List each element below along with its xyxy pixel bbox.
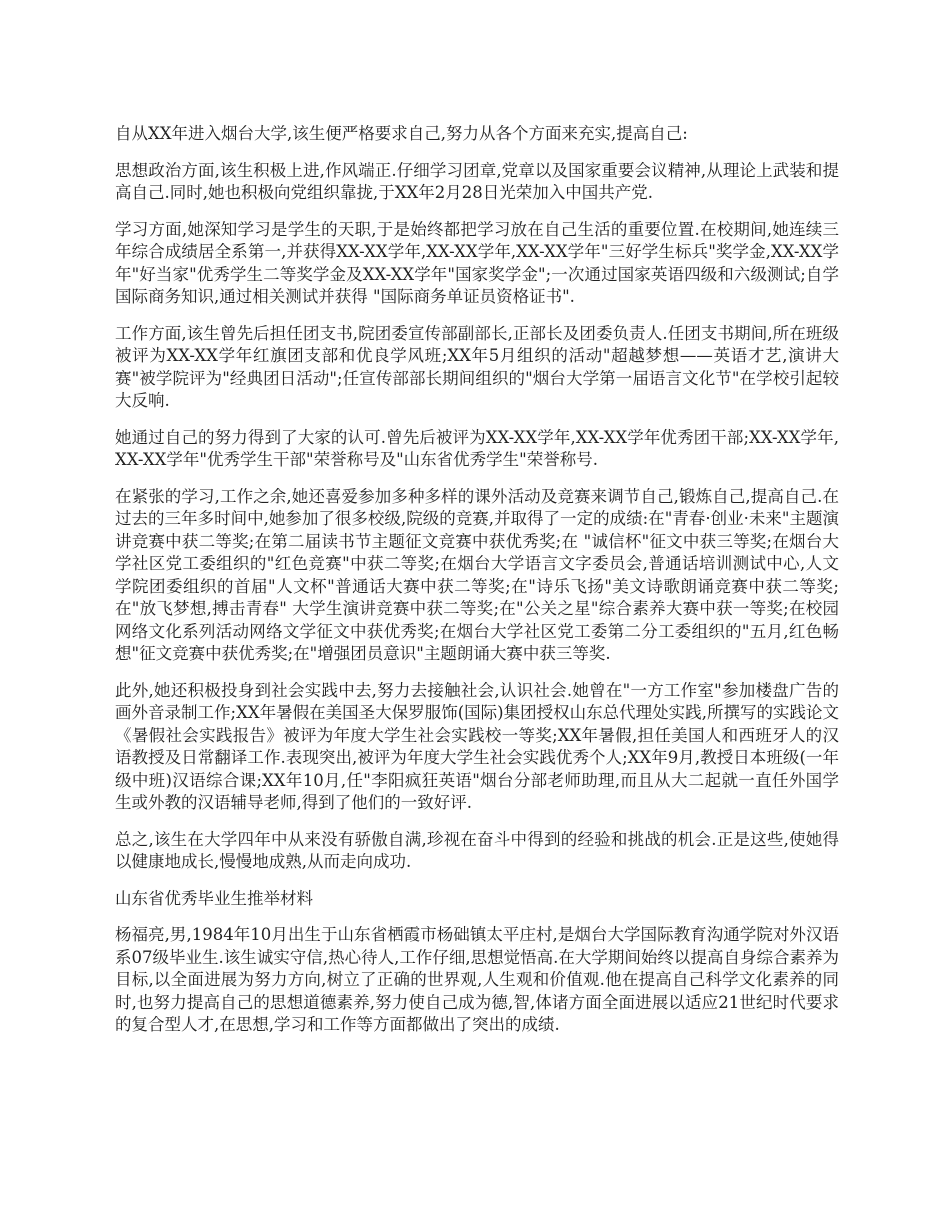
paragraph-work: 工作方面,该生曾先后担任团支书,院团委宣传部副部长,正部长及团委负责人.任团支书期间,所在班级被评为XX-XX学年红旗团支部和优良学风班;XX年5月组织的活动"超越梦想——英语才艺,演讲大赛"被学院评为"经典团日活动";任宣传部部长期间组织的"烟台大学第一届语言文化节"在学校引起较大反响.: [115, 323, 839, 410]
paragraph-recognition: 她通过自己的努力得到了大家的认可.曾先后被评为XX-XX学年,XX-XX学年优秀团干部;XX-XX学年,XX-XX学年"优秀学生干部"荣誉称号及"山东省优秀学生"荣誉称号.: [115, 427, 839, 469]
paragraph-activities: 在紧张的学习,工作之余,她还喜爱参加多种多样的课外活动及竞赛来调节自己,锻炼自己,提高自己.在过去的三年多时间中,她参加了很多校级,院级的竞赛,并取得了一定的成绩:在"青春·创业·未来"主题演讲竞赛中获二等奖;在第二届读书节主题征文竞赛中获优秀奖;在 "诚信杯"征文中获三等奖;在烟台大学社区党工委组织的"红色竞赛"中获二等奖;在烟台大学语言文字委员会,普通话培训测试中心,人文学院团委组织的首届"人文杯"普通话大赛中获二等奖;在"诗乐飞扬"美文诗歌朗诵竞赛中获二等奖;在"放飞梦想,搏击青春" 大学生演讲竞赛中获二等奖;在"公关之星"综合素养大赛中获一等奖;在校园网络文化系列活动网络文学征文中获优秀奖;在烟台大学社区党工委第二分工委组织的"五月,红色畅想"征文竞赛中获优秀奖;在"增强团员意识"主题朗诵大赛中获三等奖.: [115, 486, 839, 663]
paragraph-summary: 总之,该生在大学四年中从来没有骄傲自满,珍视在奋斗中得到的经验和挑战的机会.正是这些,使她得以健康地成长,慢慢地成熟,从而走向成功.: [115, 829, 839, 871]
document-page: [115, 123, 839, 1051]
paragraph-social-practice: 此外,她还积极投身到社会实践中去,努力去接触社会,认识社会.她曾在"一方工作室"参加楼盘广告的画外音录制工作;XX年暑假在美国圣大保罗服饰(国际)集团授权山东总代理处实践,所撰写的实践论文《暑假社会实践报告》被评为年度大学生社会实践校一等奖;XX年暑假,担任美国人和西班牙人的汉语教授及日常翻译工作.表现突出,被评为年度大学生社会实践优秀个人;XX年9月,教授日本班级(一年级中班)汉语综合课;XX年10月,任"李阳疯狂英语"烟台分部老师助理,而且从大二起就一直任外国学生或外教的汉语辅导老师,得到了他们的一致好评.: [115, 680, 839, 812]
paragraph-profile: 杨福亮,男,1984年10月出生于山东省栖霞市杨础镇太平庄村,是烟台大学国际教育沟通学院对外汉语系07级毕业生.该生诚实守信,热心待人,工作仔细,思想觉悟高.在大学期间始终以提高自身综合素养为目标,以全面进展为努力方向,树立了正确的世界观,人生观和价值观.他在提高自己科学文化素养的同时,也努力提高自己的思想道德素养,努力使自己成为德,智,体诸方面全面进展以适应21世纪时代要求的复合型人才,在思想,学习和工作等方面都做出了突出的成绩.: [115, 925, 839, 1034]
paragraph-intro: 自从XX年进入烟台大学,该生便严格要求自己,努力从各个方面来充实,提高自己:: [115, 124, 688, 143]
paragraph-study: 学习方面,她深知学习是学生的天职,于是始终都把学习放在自己生活的重要位置.在校期间,她连续三年综合成绩居全系第一,并获得XX-XX学年,XX-XX学年,XX-XX学年"三好学生标兵"奖学金,XX-XX学年"好当家"优秀学生二等奖学金及XX-XX学年"国家奖学金";一次通过国家英语四级和六级测试;自学国际商务知识,通过相关测试并获得 "国际商务单证员资格证书".: [115, 219, 839, 306]
section-title: 山东省优秀毕业生推举材料: [115, 888, 313, 908]
paragraph-political: 思想政治方面,该生积极上进,作风端正.仔细学习团章,党章以及国家重要会议精神,从理论上武装和提高自己.同时,她也积极向党组织靠拢,于XX年2月28日光荣加入中国共产党.: [115, 160, 839, 202]
